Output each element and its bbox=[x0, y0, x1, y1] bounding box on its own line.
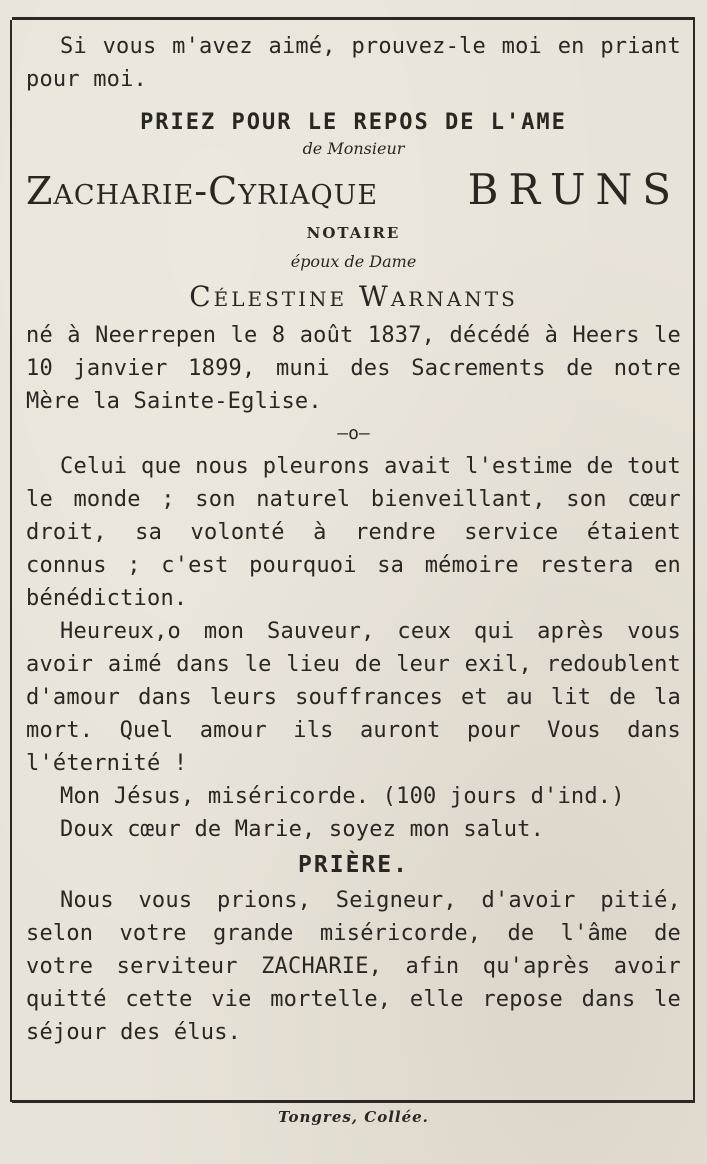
card-content bbox=[26, 30, 681, 1049]
spouse-name: Célestine Warnants bbox=[189, 280, 518, 313]
deceased-profession: NOTAIRE bbox=[306, 224, 401, 242]
left-border bbox=[10, 20, 12, 1102]
bottom-border bbox=[12, 1100, 695, 1103]
separator: —o— bbox=[337, 423, 370, 444]
de-monsieur: de Monsieur bbox=[302, 139, 405, 158]
meditation-paragraph: Heureux,o mon Sauveur, ceux qui après vous avoir aimé dans le lieu de leur exil, redoublent d'amour dans leurs souffrances et au lit de la mort. Quel amour ils auront pour Vous dans l'éternité ! bbox=[26, 619, 681, 776]
printer-imprint: Tongres, Collée. bbox=[278, 1108, 429, 1126]
top-border bbox=[12, 17, 695, 20]
opening-line: Si vous m'avez aimé, prouvez-le moi en priant pour moi. bbox=[26, 34, 681, 92]
prayer-title: PRIÈRE. bbox=[298, 852, 409, 878]
eulogy-paragraph: Celui que nous pleurons avait l'estime de tout le monde ; son naturel bienveillant, son cœur droit, sa volonté à rendre service étaient connus ; c'est pourquoi sa mémoire restera en bénédiction. bbox=[26, 454, 681, 611]
prayer-paragraph: Nous vous prions, Seigneur, d'avoir pitié, selon votre grande miséricorde, de l'âme de votre serviteur ZACHARIE, afin qu'après avoir quitté cette vie mortelle, elle repose dans le séjour des élus. bbox=[26, 888, 681, 1045]
prayer-heading: PRIEZ POUR LE REPOS DE L'AME bbox=[140, 110, 567, 135]
birth-death-text: né à Neerrepen le 8 août 1837, décédé à Heers le 10 janvier 1899, muni des Sacrements de notre Mère la Sainte-Eglise. bbox=[26, 323, 681, 414]
deceased-surname: BRUNS bbox=[467, 165, 681, 214]
right-border bbox=[693, 20, 695, 1102]
epoux-de-dame: époux de Dame bbox=[290, 252, 417, 271]
invocation-marie: Doux cœur de Marie, soyez mon salut. bbox=[60, 817, 545, 842]
deceased-name bbox=[26, 162, 681, 219]
invocation-jesus: Mon Jésus, miséricorde. (100 jours d'ind.) bbox=[60, 784, 625, 809]
deceased-given-names: Zacharie-Cyriaque bbox=[26, 169, 379, 213]
